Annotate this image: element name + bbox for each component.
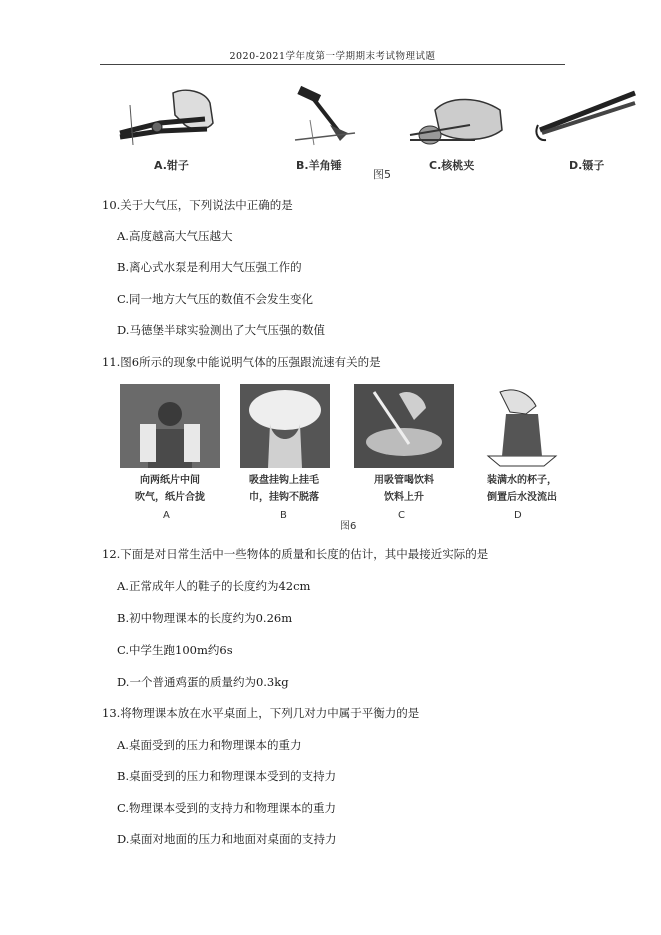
page-header: 2020-2021学年度第一学期期末考试物理试题 [229, 51, 436, 62]
header-divider [100, 64, 565, 65]
question-10-stem: 10.关于大气压，下列说法中正确的是 [102, 198, 293, 212]
q13-option-b: B.桌面受到的压力和物理课本受到的支持力 [117, 769, 337, 783]
panel-c-letter: C [398, 510, 405, 521]
panel-d-caption-line2: 倒置后水没流出 [487, 492, 557, 503]
panel-a-letter: A [163, 510, 170, 521]
panel-b-caption-line1: 吸盘挂钩上挂毛 [249, 475, 319, 486]
question-13-stem: 13.将物理课本放在水平桌面上，下列几对力中属于平衡力的是 [102, 706, 420, 720]
q10-option-a: A.高度越高大气压越大 [117, 229, 233, 243]
panel-b-caption [234, 472, 334, 506]
photo-blowing-paper [120, 384, 220, 468]
q10-option-d: D.马德堡半球实验测出了大气压强的数值 [117, 323, 325, 337]
panel-d-caption [470, 472, 574, 506]
tweezers-image [530, 85, 640, 160]
caption-nutcracker: C.核桃夹 [429, 159, 475, 172]
panel-b-caption-line2: 巾，挂钩不脱落 [249, 492, 319, 503]
figure-6 [118, 384, 578, 534]
figure-6-label: 图6 [340, 521, 357, 532]
caption-claw-hammer: B.羊角锤 [296, 159, 342, 172]
q12-option-c: C.中学生跑100m约6s [117, 643, 233, 657]
panel-a-caption [118, 472, 222, 506]
panel-c-caption [354, 472, 454, 506]
figure-5-label: 图5 [373, 168, 391, 181]
q10-option-c: C.同一地方大气压的数值不会发生变化 [117, 292, 314, 306]
q13-option-a: A.桌面受到的压力和物理课本的重力 [117, 738, 302, 752]
question-11-stem: 11.图6所示的现象中能说明气体的压强跟流速有关的是 [102, 355, 381, 369]
panel-c-caption-line2: 饮料上升 [384, 492, 424, 503]
panel-b-letter: B [280, 510, 287, 521]
caption-pliers: A.钳子 [154, 159, 189, 172]
q10-option-b: B.离心式水泵是利用大气压强工作的 [117, 260, 302, 274]
panel-d-letter: D [514, 510, 522, 521]
caption-tweezers: D.镊子 [569, 159, 605, 172]
panel-c-caption-line1: 用吸管喝饮料 [374, 475, 434, 486]
question-12-stem: 12.下面是对日常生活中一些物体的质量和长度的估计，其中最接近实际的是 [102, 547, 489, 561]
nutcracker-image [400, 85, 510, 160]
q13-option-d: D.桌面对地面的压力和地面对桌面的支持力 [117, 832, 337, 846]
q12-option-a: A.正常成年人的鞋子的长度约为42cm [117, 579, 311, 593]
panel-a-caption-line2: 吹气，纸片合拢 [135, 492, 205, 503]
claw-hammer-image [290, 85, 360, 160]
photo-drinking-straw [354, 384, 454, 468]
q13-option-c: C.物理课本受到的支持力和物理课本的重力 [117, 801, 337, 815]
illustration-inverted-cup [480, 384, 564, 468]
photo-suction-hook [240, 384, 330, 468]
panel-d-caption-line1: 装满水的杯子， [487, 475, 557, 486]
panel-a-caption-line1: 向两纸片中间 [140, 475, 200, 486]
q12-option-d: D.一个普通鸡蛋的质量约为0.3kg [117, 675, 289, 689]
pliers-image [115, 85, 220, 160]
q12-option-b: B.初中物理课本的长度约为0.26m [117, 611, 293, 625]
